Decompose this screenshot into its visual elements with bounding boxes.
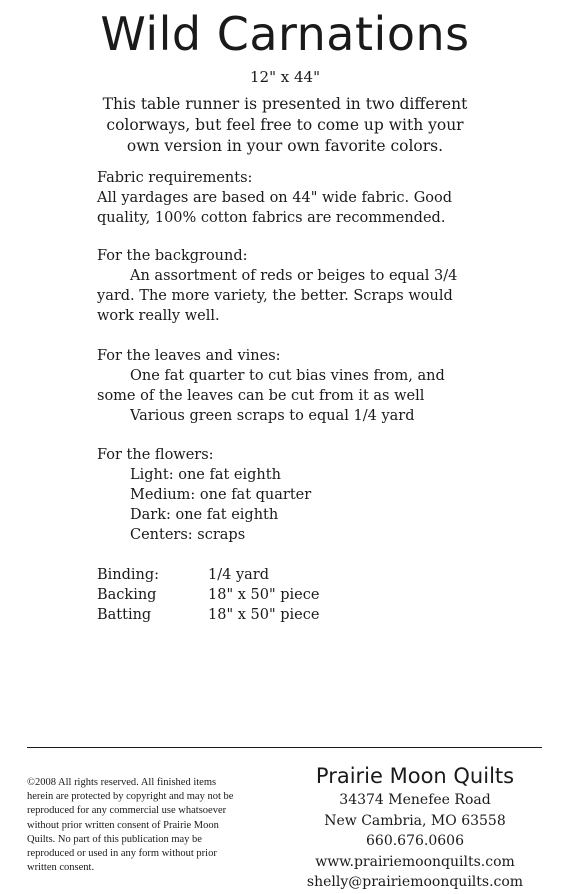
page-title: Wild Carnations — [100, 7, 470, 61]
flowers-section — [97, 445, 537, 545]
section-line: An assortment of reds or beiges to equal 3/4 — [130, 268, 458, 284]
intro-line: colorways, but feel free to come up with your — [106, 116, 464, 134]
address-line-1: 34374 Menefee Road — [339, 792, 491, 808]
intro-paragraph — [60, 94, 510, 157]
extras-section — [97, 565, 537, 625]
email-link[interactable]: shelly@prairiemoonquilts.com — [306, 874, 524, 890]
section-line: yard. The more variety, the better. Scraps would — [97, 288, 453, 304]
flower-item: Medium: one fat quarter — [130, 487, 312, 503]
copyright-notice — [27, 776, 277, 875]
section-line: One fat quarter to cut bias vines from, and — [130, 368, 445, 384]
section-line: quality, 100% cotton fabrics are recommended. — [97, 210, 446, 226]
section-heading: Fabric requirements: — [97, 170, 253, 186]
copyright-line: Quilts. No part of this publication may be — [27, 833, 202, 845]
website-link[interactable]: www.prairiemoonquilts.com — [315, 853, 515, 870]
company-contact — [290, 790, 540, 893]
extras-label: Batting — [97, 607, 152, 623]
extras-row — [97, 605, 537, 625]
section-heading: For the flowers: — [97, 447, 214, 463]
copyright-line: herein are protected by copyright and may not be — [27, 791, 234, 803]
extras-label: Backing — [97, 587, 157, 603]
section-line: All yardages are based on 44" wide fabric. Good — [97, 190, 453, 206]
background-section — [97, 246, 537, 326]
company-name: Prairie Moon Quilts — [315, 764, 515, 788]
copyright-line: reproduced for any commercial use whatsoever — [27, 805, 227, 817]
section-line: work really well. — [97, 308, 220, 324]
extras-value: 1/4 yard — [208, 567, 269, 583]
fabric-requirements-section — [97, 168, 537, 228]
flower-item: Light: one fat eighth — [130, 467, 281, 483]
extras-value: 18" x 50" piece — [208, 587, 320, 603]
footer-divider — [27, 747, 542, 748]
flower-item: Centers: scraps — [130, 527, 246, 543]
extras-label: Binding: — [97, 567, 160, 583]
extras-row — [97, 585, 537, 605]
extras-row — [97, 565, 537, 585]
extras-value: 18" x 50" piece — [208, 607, 320, 623]
section-line: Various green scraps to equal 1/4 yard — [130, 408, 415, 424]
copyright-line: ©2008 All rights reserved. All finished items — [27, 777, 217, 788]
copyright-line: reproduced or used in any form without prior — [27, 848, 217, 860]
intro-line: This table runner is presented in two different — [102, 95, 468, 113]
section-line: some of the leaves can be cut from it as well — [97, 388, 425, 404]
section-heading: For the leaves and vines: — [97, 348, 281, 364]
leaves-vines-section — [97, 346, 537, 426]
flower-item: Dark: one fat eighth — [130, 507, 279, 523]
intro-line: own version in your own favorite colors. — [126, 137, 444, 155]
section-heading: For the background: — [97, 248, 248, 264]
copyright-line: without prior written consent of Prairie Moon — [27, 819, 219, 831]
address-line-2: New Cambria, MO 63558 — [324, 812, 506, 829]
phone-number: 660.676.0606 — [366, 833, 464, 849]
finished-size: 12" x 44" — [250, 68, 320, 86]
copyright-line: written consent. — [27, 862, 95, 874]
